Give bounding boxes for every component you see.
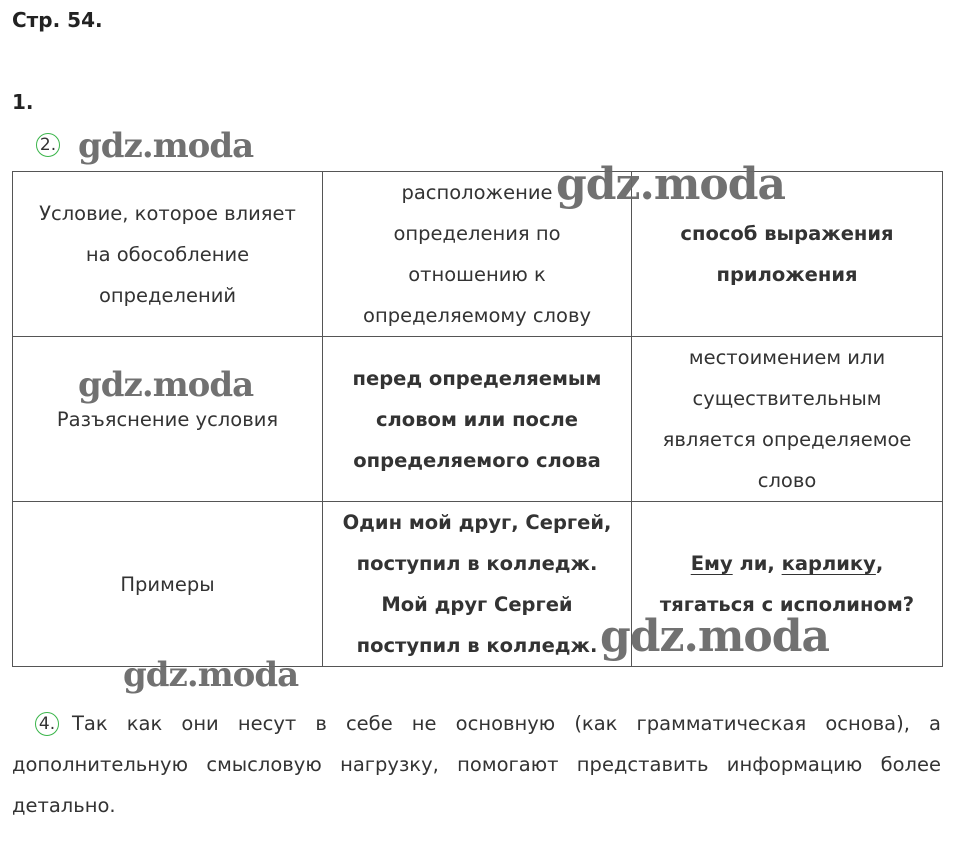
cell-line: приложения — [716, 263, 858, 286]
cell-line: определяемого слова — [353, 448, 601, 472]
answer-text: Так как они несут в себе не основную (как грамматическая основа), а дополнительную смысловую нагрузку, помогают представить информацию более детально. — [12, 712, 941, 817]
task-number: 1. — [12, 90, 34, 114]
cell-line: Условие, которое влияет — [39, 201, 296, 225]
cell-line: Примеры — [120, 572, 215, 596]
watermark: gdz.moda — [600, 611, 830, 662]
table-cell — [323, 337, 632, 502]
cell-line: поступил в колледж. — [356, 634, 598, 657]
table-row — [13, 172, 943, 337]
watermark: gdz.moda — [123, 655, 299, 695]
table-cell — [632, 337, 943, 502]
example-text: , — [875, 552, 884, 575]
answer-table — [12, 171, 943, 667]
watermark: gdz.moda — [78, 126, 254, 166]
cell-line: способ выражения — [680, 222, 894, 245]
cell-line: отношению к — [408, 263, 546, 286]
cell-line: существительным — [692, 387, 882, 410]
cell-line: расположение — [401, 181, 553, 204]
cell-line: перед определяемым — [352, 366, 602, 390]
answer-paragraph — [12, 703, 941, 826]
watermark: gdz.moda — [556, 159, 786, 210]
cell-line: Один мой друг, Сергей, — [342, 511, 612, 534]
table-cell — [13, 337, 323, 502]
cell-line: местоимением или — [688, 346, 886, 369]
underlined-word: Ему — [690, 552, 733, 575]
table-row — [13, 337, 943, 502]
example-line: тягаться с исполином? — [659, 593, 915, 616]
cell-line: определяемому слову — [363, 304, 591, 327]
cell-line: определений — [98, 283, 237, 307]
cell-line: Разъяснение условия — [56, 407, 279, 431]
watermark: gdz.moda — [78, 365, 254, 405]
table-cell — [13, 172, 323, 337]
underlined-word: карлику — [781, 552, 876, 575]
example-text: ли, — [732, 552, 782, 575]
cell-line: поступил в колледж. — [356, 552, 598, 575]
example-line — [646, 543, 928, 584]
item-4-marker: 4. — [35, 712, 59, 736]
cell-line: словом или после — [375, 407, 579, 431]
cell-line: слово — [757, 469, 817, 492]
cell-line: является определяемое — [662, 428, 912, 451]
page-heading: Стр. 54. — [12, 8, 103, 32]
table-cell — [323, 502, 632, 667]
cell-line: Мой друг Сергей — [381, 593, 573, 616]
item-2-marker: 2. — [36, 133, 60, 157]
cell-line: определения по — [393, 222, 561, 245]
table-cell — [13, 502, 323, 667]
cell-line: на обособление — [85, 242, 250, 266]
